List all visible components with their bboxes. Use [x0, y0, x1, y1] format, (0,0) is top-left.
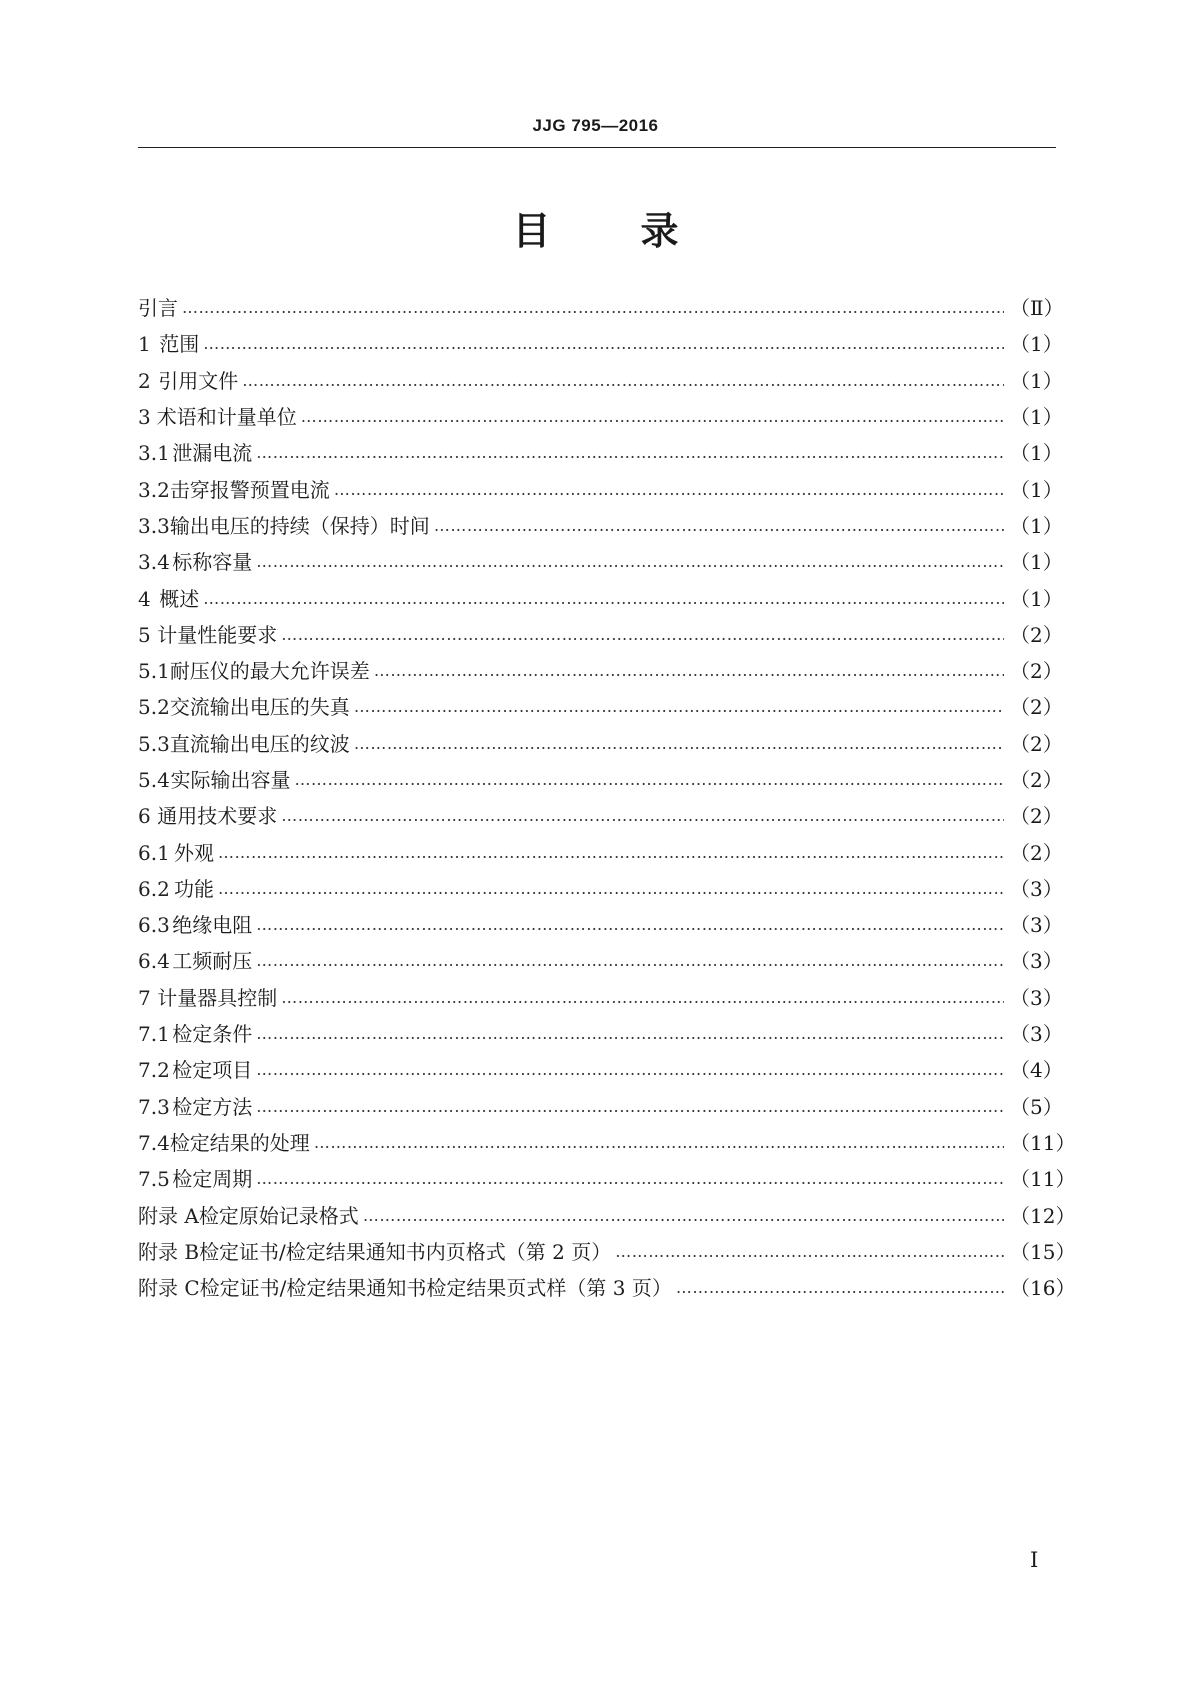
toc-entry-page: （2）: [1010, 731, 1063, 756]
toc-entry-label: 绝缘电阻: [172, 913, 253, 938]
toc-entry-number: 5.3: [138, 731, 170, 756]
toc-leader-dots: [434, 518, 1004, 534]
toc-entry-page: （3）: [1010, 1022, 1063, 1047]
toc-entry-number: 6.4: [138, 949, 170, 974]
toc-entry-page: （1）: [1010, 368, 1063, 393]
toc-entry[interactable]: [138, 290, 1064, 326]
toc-entry-label: 耐压仪的最大允许误差: [169, 659, 370, 684]
toc-entry-label: 泄漏电流: [172, 441, 253, 466]
toc-entry-page: （4）: [1010, 1058, 1063, 1083]
toc-leader-dots: [314, 1135, 1004, 1151]
toc-entry-label: 引言: [138, 296, 178, 321]
toc-entry-page: （Ⅱ）: [1010, 296, 1064, 321]
toc-entry-page: （1）: [1010, 586, 1063, 611]
toc-leader-dots: [374, 663, 1004, 679]
toc-entry-label: 输出电压的持续（保持）时间: [169, 513, 430, 538]
toc-entry-number: 7.4: [138, 1130, 170, 1155]
toc-entry[interactable]: [138, 326, 1063, 362]
toc-leader-dots: [281, 990, 1004, 1006]
toc-entry-label: 计量性能要求: [157, 622, 278, 647]
toc-entry-page: （1）: [1010, 405, 1063, 430]
toc-leader-dots: [281, 627, 1004, 643]
toc-entry[interactable]: [138, 1125, 1076, 1161]
toc-entry-page: （2）: [1010, 622, 1063, 647]
toc-leader-dots: [256, 1171, 1004, 1187]
toc-entry-label: 直流输出电压的纹波: [169, 731, 350, 756]
toc-entry-label: 计量器具控制: [157, 985, 278, 1010]
page-number: Ⅰ: [1030, 1548, 1039, 1572]
toc-entry-number: 3.4: [138, 550, 170, 575]
toc-entry-number: 6.1: [138, 840, 170, 865]
standard-code: JJG 795—2016: [532, 116, 659, 135]
toc-entry[interactable]: [138, 689, 1063, 725]
toc-leader-dots: [218, 881, 1004, 897]
toc-entry-number: 7: [138, 985, 151, 1010]
toc-entry-page: （3）: [1010, 949, 1063, 974]
toc-entry-label: 检定方法: [172, 1094, 253, 1119]
toc-entry[interactable]: [138, 907, 1063, 943]
toc-entry[interactable]: [138, 980, 1063, 1016]
toc-entry-page: （3）: [1010, 876, 1063, 901]
toc-leader-dots: [256, 953, 1004, 969]
toc-entry[interactable]: [138, 726, 1063, 762]
toc-leader-dots: [256, 917, 1004, 933]
toc-entry[interactable]: [138, 508, 1063, 544]
toc-entry-number: 7.2: [138, 1058, 170, 1083]
toc-entry[interactable]: [138, 834, 1063, 870]
toc-entry-label: 交流输出电压的失真: [169, 695, 350, 720]
toc-leader-dots: [203, 591, 1004, 607]
toc-leader-dots: [256, 554, 1004, 570]
toc-entry-number: 5.2: [138, 695, 170, 720]
toc-entry-number: 附录 B: [138, 1239, 200, 1264]
toc-leader-dots: [203, 336, 1004, 352]
toc-entry[interactable]: [138, 1089, 1063, 1125]
toc-entry[interactable]: [138, 435, 1063, 471]
toc-entry-label: 检定结果的处理: [169, 1130, 310, 1155]
toc-entry-page: （1）: [1010, 477, 1063, 502]
toc-entry-number: 5: [138, 622, 151, 647]
toc-entry-label: 检定周期: [172, 1167, 253, 1192]
toc-entry[interactable]: [138, 1016, 1063, 1052]
toc-entry-page: （12）: [1010, 1203, 1076, 1228]
toc-entry-page: （1）: [1010, 332, 1063, 357]
toc-entry-number: 4: [138, 586, 151, 611]
toc-entry-page: （11）: [1010, 1167, 1076, 1192]
toc-leader-dots: [256, 1062, 1004, 1078]
toc-entry-number: 5.4: [138, 768, 170, 792]
toc-entry-page: （1）: [1010, 513, 1063, 538]
toc-entry[interactable]: [138, 399, 1063, 435]
toc-title-char-1: 目: [512, 209, 551, 253]
toc-entry-number: 5.1: [138, 659, 170, 684]
toc-entry-number: 6: [138, 804, 151, 829]
toc-entry[interactable]: [138, 617, 1063, 653]
toc-entry-number: 附录 A: [138, 1203, 199, 1228]
toc-entry-number: 7.5: [138, 1167, 170, 1192]
toc-entry-number: 7.1: [138, 1022, 170, 1047]
toc-entry-number: 1: [138, 332, 151, 357]
header-rule: [138, 147, 1056, 148]
toc-entry-label: 功能: [174, 876, 215, 901]
toc-leader-dots: [354, 699, 1004, 715]
toc-entry[interactable]: [138, 943, 1063, 979]
toc-entry-label: 检定证书/检定结果通知书检定结果页式样（第 3 页）: [199, 1276, 672, 1301]
toc-entry-page: （2）: [1010, 768, 1063, 792]
toc-entry-page: （2）: [1010, 840, 1063, 865]
toc-entry-number: 3: [138, 405, 151, 430]
toc-entry[interactable]: [138, 580, 1063, 616]
toc-title-char-2: 录: [640, 209, 679, 253]
toc-entry[interactable]: [138, 1234, 1076, 1270]
toc-entry-number: 7.3: [138, 1094, 170, 1119]
toc-entry-page: （15）: [1010, 1239, 1076, 1264]
toc-entry-number: 3.1: [138, 441, 170, 466]
toc-entry-label: 检定条件: [172, 1022, 253, 1047]
toc-entry-label: 检定项目: [172, 1058, 253, 1083]
toc-entry-label: 外观: [174, 840, 215, 865]
toc-leader-dots: [182, 300, 1004, 316]
toc-leader-dots: [676, 1280, 1004, 1296]
toc-entry-label: 检定证书/检定结果通知书内页格式（第 2 页）: [199, 1239, 612, 1264]
toc-entry[interactable]: [138, 1161, 1076, 1197]
toc-entry-page: （1）: [1010, 441, 1063, 466]
toc-entry-number: 6.2: [138, 876, 170, 901]
toc-entry-page: （3）: [1010, 913, 1063, 938]
toc-title: [0, 200, 1191, 255]
toc-leader-dots: [256, 1099, 1004, 1115]
toc-leader-dots: [363, 1208, 1004, 1224]
toc-entry[interactable]: [138, 1270, 1076, 1306]
toc-entry[interactable]: [138, 1052, 1063, 1088]
toc-entry[interactable]: [138, 653, 1063, 689]
toc-entry[interactable]: [138, 1197, 1076, 1233]
toc-entry-number: 2: [138, 368, 151, 393]
toc-entry-label: 标称容量: [172, 550, 253, 575]
toc-entry[interactable]: [138, 871, 1063, 907]
toc-entry-page: （2）: [1010, 659, 1063, 684]
toc-leader-dots: [218, 845, 1004, 861]
toc-leader-dots: [242, 373, 1004, 389]
toc-entry-page: （5）: [1010, 1094, 1063, 1119]
toc-entry-page: （2）: [1010, 695, 1063, 720]
toc-leader-dots: [295, 772, 1004, 788]
toc-leader-dots: [354, 736, 1004, 752]
toc-entry-page: （16）: [1010, 1276, 1076, 1301]
toc-leader-dots: [256, 1026, 1004, 1042]
toc-entry-label: 击穿报警预置电流: [169, 477, 330, 502]
toc-entry-page: （1）: [1010, 550, 1063, 575]
toc-leader-dots: [615, 1244, 1004, 1260]
toc-leader-dots: [334, 482, 1004, 498]
toc-entry[interactable]: [138, 471, 1063, 507]
toc-entry-page: （2）: [1010, 804, 1063, 829]
toc-entry-number: 附录 C: [138, 1276, 200, 1301]
toc-leader-dots: [301, 409, 1004, 425]
toc-entry-label: 概述: [159, 586, 200, 611]
toc-entry[interactable]: [138, 363, 1063, 399]
toc-list: [138, 290, 1076, 1306]
toc-entry-label: 术语和计量单位: [156, 405, 297, 430]
toc-entry-number: 3.3: [138, 513, 170, 538]
toc-entry-label: 通用技术要求: [157, 804, 278, 829]
toc-leader-dots: [281, 808, 1004, 824]
toc-entry-label: 工频耐压: [172, 949, 253, 974]
toc-entry-label: 实际输出容量: [170, 768, 291, 792]
toc-entry-label: 引用文件: [158, 368, 239, 393]
toc-entry[interactable]: [138, 798, 1063, 834]
toc-entry-page: （3）: [1010, 985, 1063, 1010]
toc-entry-label: 范围: [159, 332, 200, 357]
toc-entry-number: 3.2: [138, 477, 170, 502]
toc-entry[interactable]: [138, 544, 1063, 580]
toc-leader-dots: [256, 445, 1004, 461]
toc-entry-page: （11）: [1010, 1130, 1076, 1155]
toc-entry-label: 检定原始记录格式: [198, 1203, 359, 1228]
toc-entry[interactable]: [138, 762, 1063, 798]
toc-entry-number: 6.3: [138, 913, 170, 938]
